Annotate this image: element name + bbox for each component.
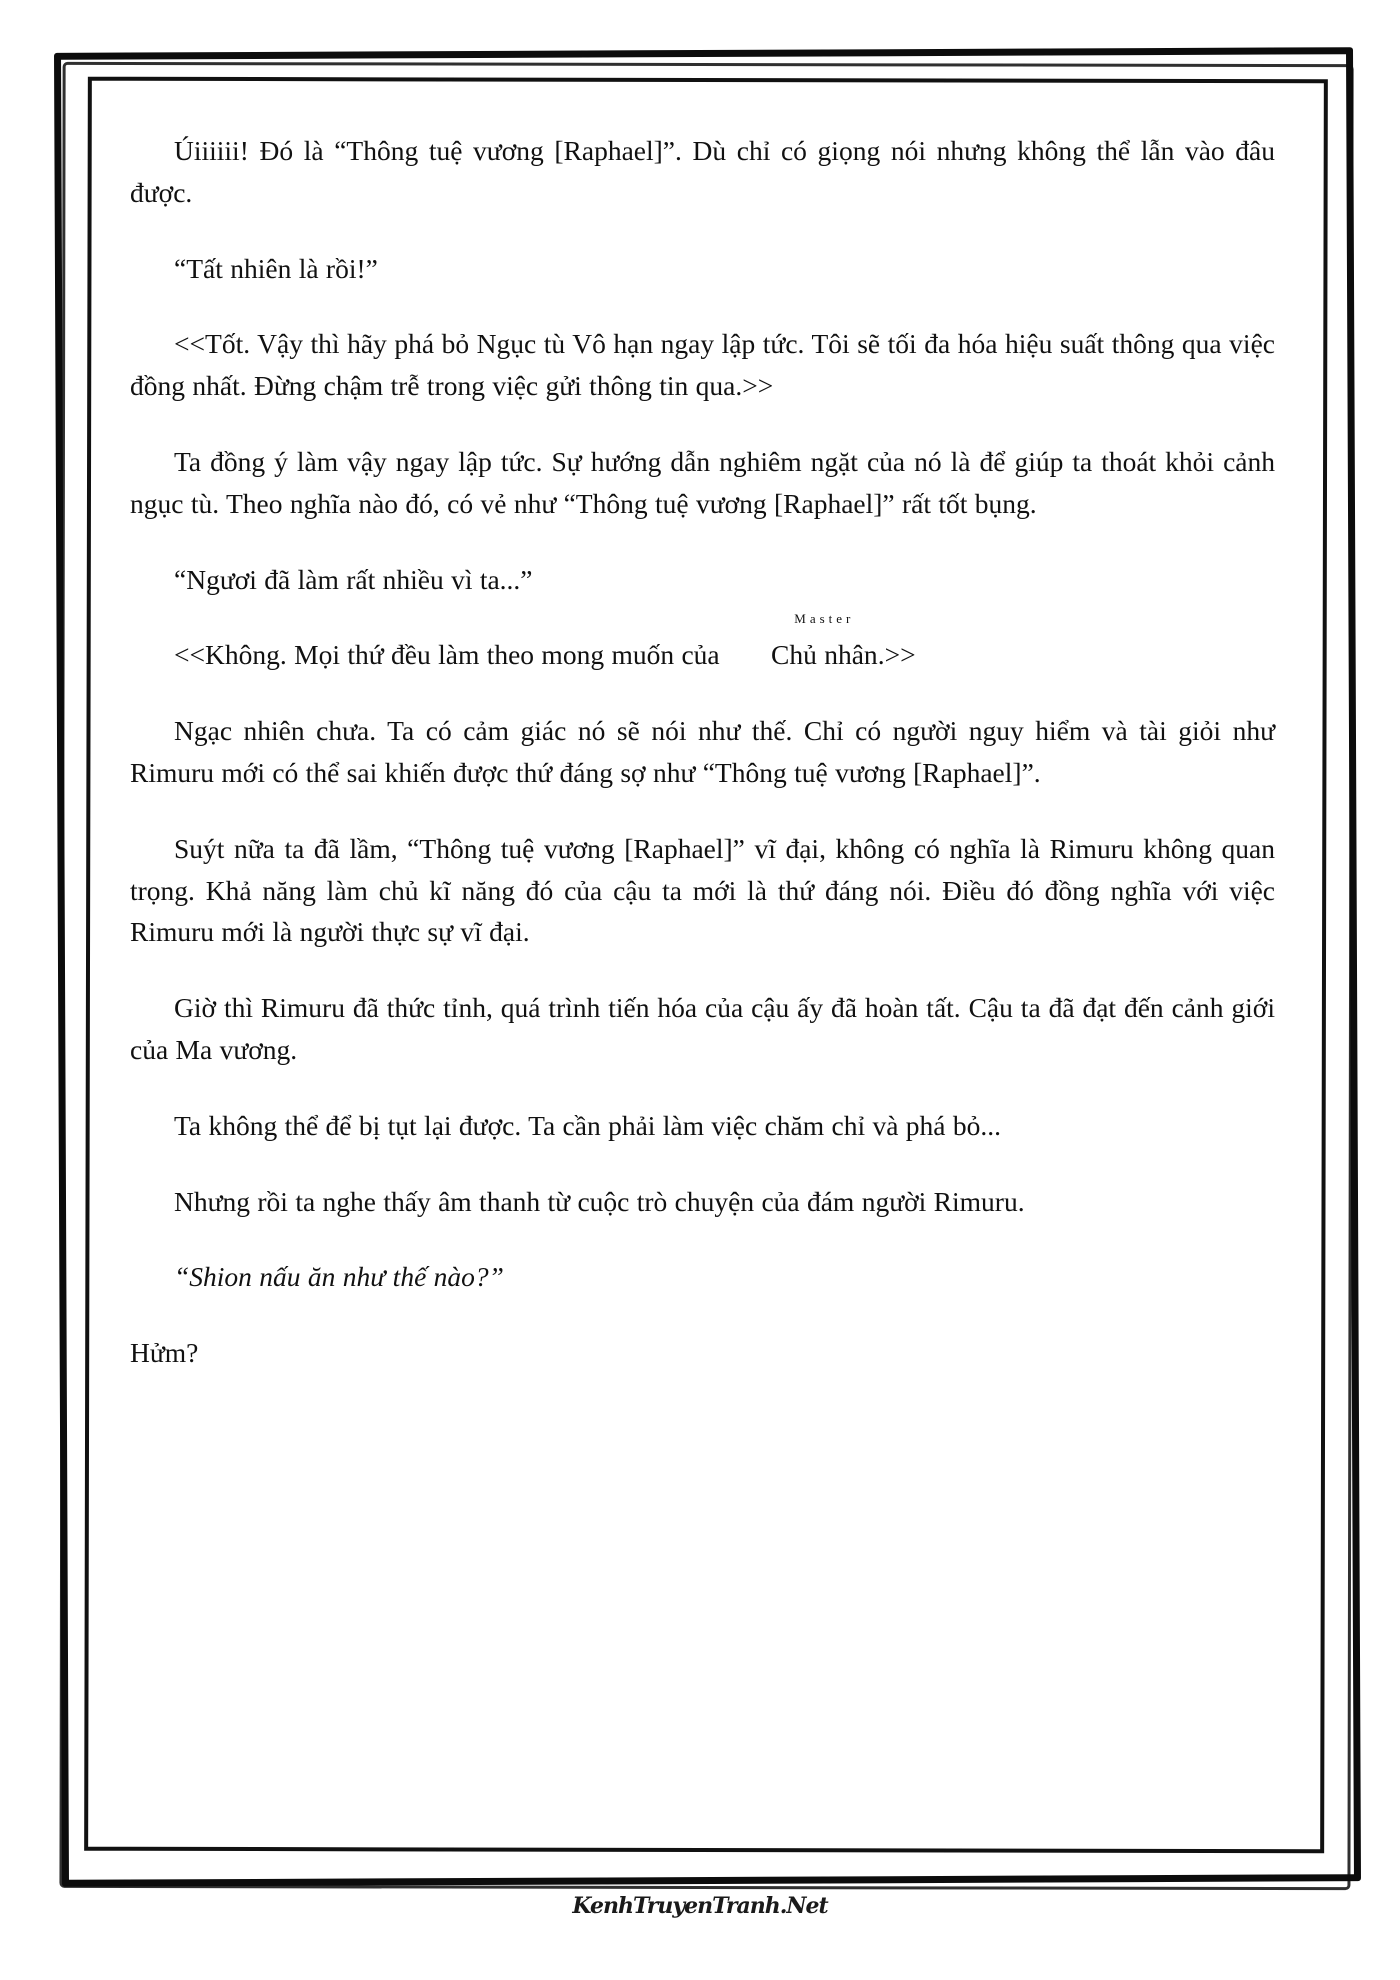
page-content — [130, 130, 1275, 1790]
paragraph-dialogue: “Tất nhiên là rồi!” — [174, 252, 378, 284]
ruby-master — [727, 611, 878, 676]
paragraph: Suýt nữa ta đã lầm, “Thông tuệ vương [Raphael]” vĩ đại, không có nghĩa là Rimuru không quan trọng. Khả năng làm chủ kĩ năng đó của cậu ta mới là thứ đáng nói. Điều đó đồng nghĩa với việc Rimuru mới là người thực sự vĩ đại. — [130, 832, 1275, 948]
paragraph: Úiiiiii! Đó là “Thông tuệ vương [Raphael]”. Dù chỉ có giọng nói nhưng không thể lẫn vào đâu được. — [130, 135, 1275, 208]
paragraph: Ta không thể để bị tụt lại được. Ta cần phải làm việc chăm chỉ và phá bỏ... — [174, 1109, 1002, 1141]
paragraph-dialogue-italic: “Shion nấu ăn như thế nào?” — [174, 1261, 504, 1293]
ruby-annotation: Master — [794, 611, 855, 627]
paragraph-system-message: <<Tốt. Vậy thì hãy phá bỏ Ngục tù Vô hạn ngay lập tức. Tôi sẽ tối đa hóa hiệu suất thông qua việc đồng nhất. Đừng chậm trễ trong việc gửi thông tin qua.>> — [130, 328, 1275, 402]
site-watermark: KenhTruyenTranh.Net — [572, 1893, 828, 1919]
paragraph: Hửm? — [130, 1337, 199, 1369]
paragraph: Giờ thì Rimuru đã thức tỉnh, quá trình tiến hóa của cậu ấy đã hoàn tất. Cậu ta đã đạt đến cảnh giới của Ma vương. — [130, 992, 1275, 1065]
ruby-base: Chủ nhân — [771, 639, 878, 671]
paragraph: Nhưng rồi ta nghe thấy âm thanh từ cuộc trò chuyện của đám người Rimuru. — [174, 1185, 1025, 1217]
paragraph-system-message-ruby — [130, 611, 1275, 676]
paragraph-dialogue: “Ngươi đã làm rất nhiều vì ta...” — [174, 563, 533, 595]
ruby-trailing-text: .>> — [877, 639, 916, 671]
paragraph: Ta đồng ý làm vậy ngay lập tức. Sự hướng dẫn nghiêm ngặt của nó là để giúp ta thoát khỏi cảnh ngục tù. Theo nghĩa nào đó, có vẻ như “Thông tuệ vương [Raphael]” rất tốt bụng. — [130, 445, 1275, 519]
paragraph: Ngạc nhiên chưa. Ta có cảm giác nó sẽ nói như thế. Chỉ có người nguy hiểm và tài giỏi như Rimuru mới có thể sai khiến được thứ đáng sợ như “Thông tuệ vương [Raphael]”. — [130, 715, 1275, 788]
ruby-leading-text: <<Không. Mọi thứ đều làm theo mong muốn của — [174, 639, 727, 671]
